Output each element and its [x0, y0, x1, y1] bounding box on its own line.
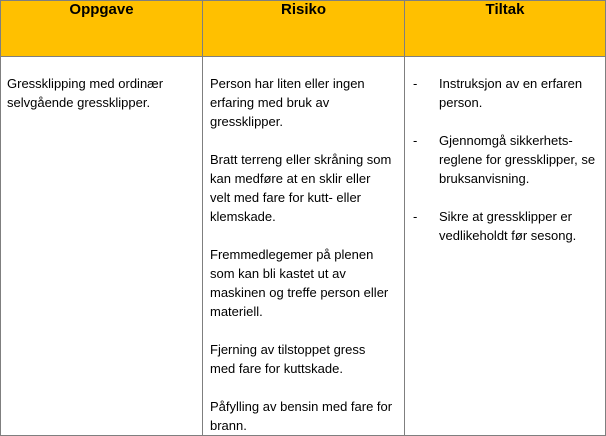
bullet-dash: - [413, 209, 418, 224]
oppgave-text: Gressklipping med ordinær selvgående gressklipper. [7, 76, 164, 110]
risk-item: Påfylling av bensin med fare for brann. [210, 399, 393, 433]
measure-item [413, 207, 597, 245]
risk-item: Fjerning av tilstoppet gress med fare for kuttskade. [210, 342, 366, 376]
measure-text: Instruksjon av en erfaren person. [439, 76, 583, 110]
measure-text: Sikre at gressklipper er vedlikeholdt før sesong. [439, 209, 577, 243]
table-header-row [1, 1, 606, 57]
header-oppgave: Oppgave [1, 1, 203, 57]
table-row [1, 57, 606, 436]
header-risiko: Risiko [203, 1, 405, 57]
risk-item: Fremmedlegemer på plenen som kan bli kastet ut av maskinen og treffe person eller materiell. [210, 247, 389, 319]
header-tiltak: Tiltak [405, 1, 606, 57]
tiltak-cell [405, 57, 606, 436]
bullet-dash: - [413, 76, 418, 91]
measure-text: Gjennomgå sikkerhets-reglene for gressklipper, se bruksanvisning. [439, 133, 596, 186]
risk-item: Person har liten eller ingen erfaring med bruk av gressklipper. [210, 76, 365, 129]
risiko-cell [203, 57, 405, 436]
measure-item [413, 74, 597, 112]
bullet-dash: - [413, 133, 418, 148]
risk-item: Bratt terreng eller skråning som kan medføre at en sklir eller velt med fare for kutt- eller klemskade. [210, 152, 392, 224]
oppgave-cell [1, 57, 203, 436]
measure-item [413, 131, 597, 188]
